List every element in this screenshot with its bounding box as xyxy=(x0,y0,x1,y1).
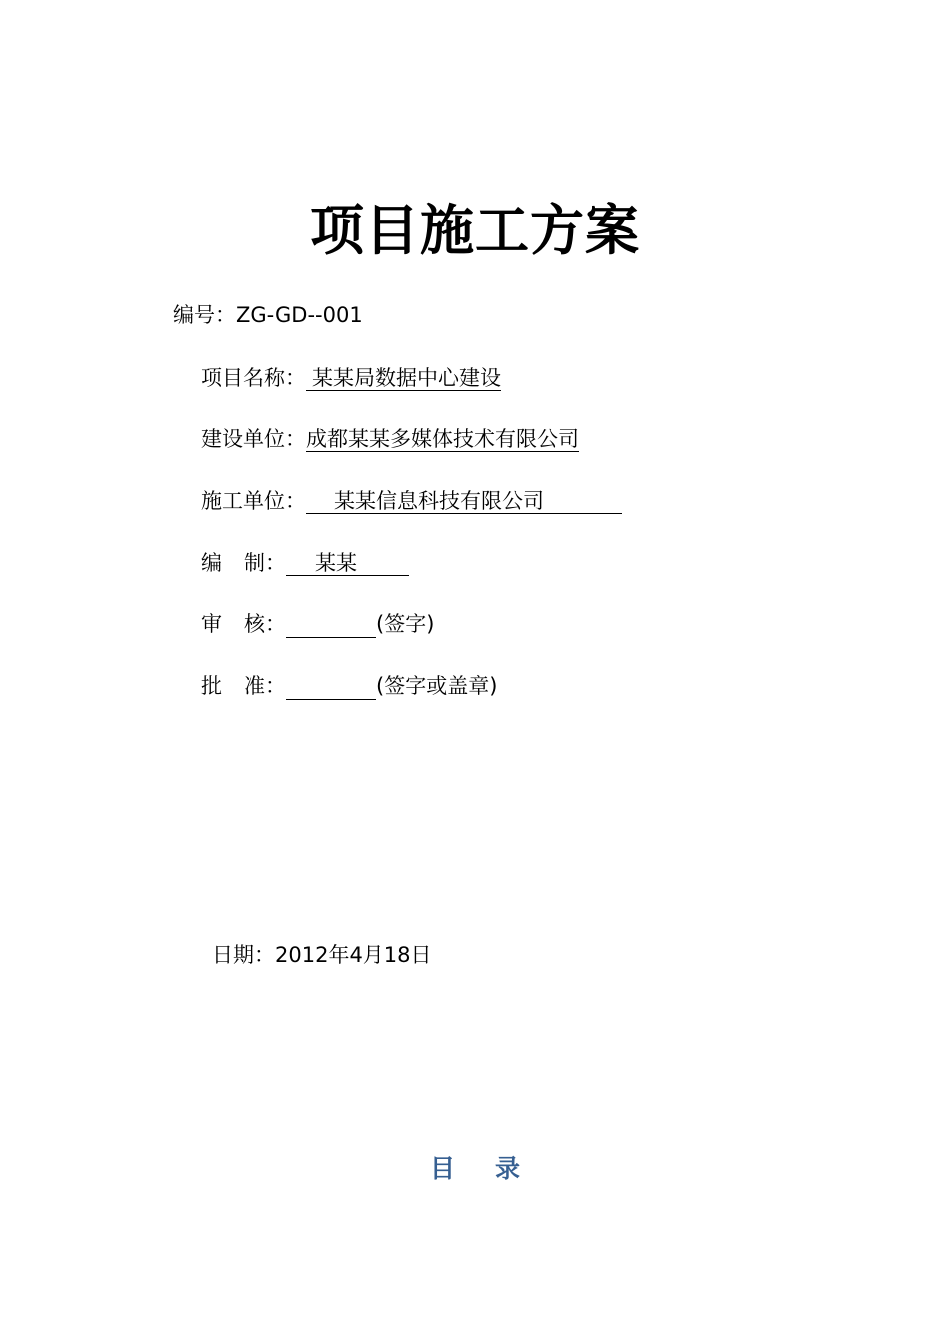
builder-value: 成都某某多媒体技术有限公司 xyxy=(306,427,579,451)
approver-suffix: (签字或盖章) xyxy=(376,674,498,698)
document-title: 项目施工方案 xyxy=(310,199,640,262)
compiler-value: 某某 xyxy=(286,551,409,576)
approver-signature-line xyxy=(286,675,376,700)
reviewer-label-b: 核： xyxy=(244,612,286,636)
date-value: 2012年4月18日 xyxy=(275,943,432,967)
builder-label: 建设单位： xyxy=(201,427,306,451)
reviewer-row xyxy=(201,610,434,638)
reviewer-label-a: 审 xyxy=(201,612,222,636)
builder-row xyxy=(201,425,579,453)
reviewer-signature-line xyxy=(286,613,376,638)
constructor-value: 某某信息科技有限公司 xyxy=(306,489,622,514)
constructor-label: 施工单位： xyxy=(201,489,306,513)
date-row xyxy=(212,941,432,969)
toc-heading xyxy=(0,1152,950,1186)
compiler-label-a: 编 xyxy=(201,551,222,575)
approver-row xyxy=(201,672,497,700)
approver-label-b: 准： xyxy=(244,674,286,698)
document-number-value: ZG-GD--001 xyxy=(236,303,363,327)
document-number-label: 编号： xyxy=(173,303,236,327)
project-name-label: 项目名称： xyxy=(201,366,306,390)
compiler-label-b: 制： xyxy=(244,551,286,575)
toc-heading-char-1: 目 xyxy=(429,1154,455,1183)
reviewer-suffix: (签字) xyxy=(376,612,435,636)
date-label: 日期： xyxy=(212,943,275,967)
project-name-row xyxy=(201,364,501,392)
toc-heading-char-2: 录 xyxy=(495,1154,521,1183)
constructor-row xyxy=(201,487,622,515)
project-name-value: 某某局数据中心建设 xyxy=(306,366,501,391)
document-number-row xyxy=(173,301,363,329)
compiler-row xyxy=(201,549,409,577)
approver-label-a: 批 xyxy=(201,674,222,698)
